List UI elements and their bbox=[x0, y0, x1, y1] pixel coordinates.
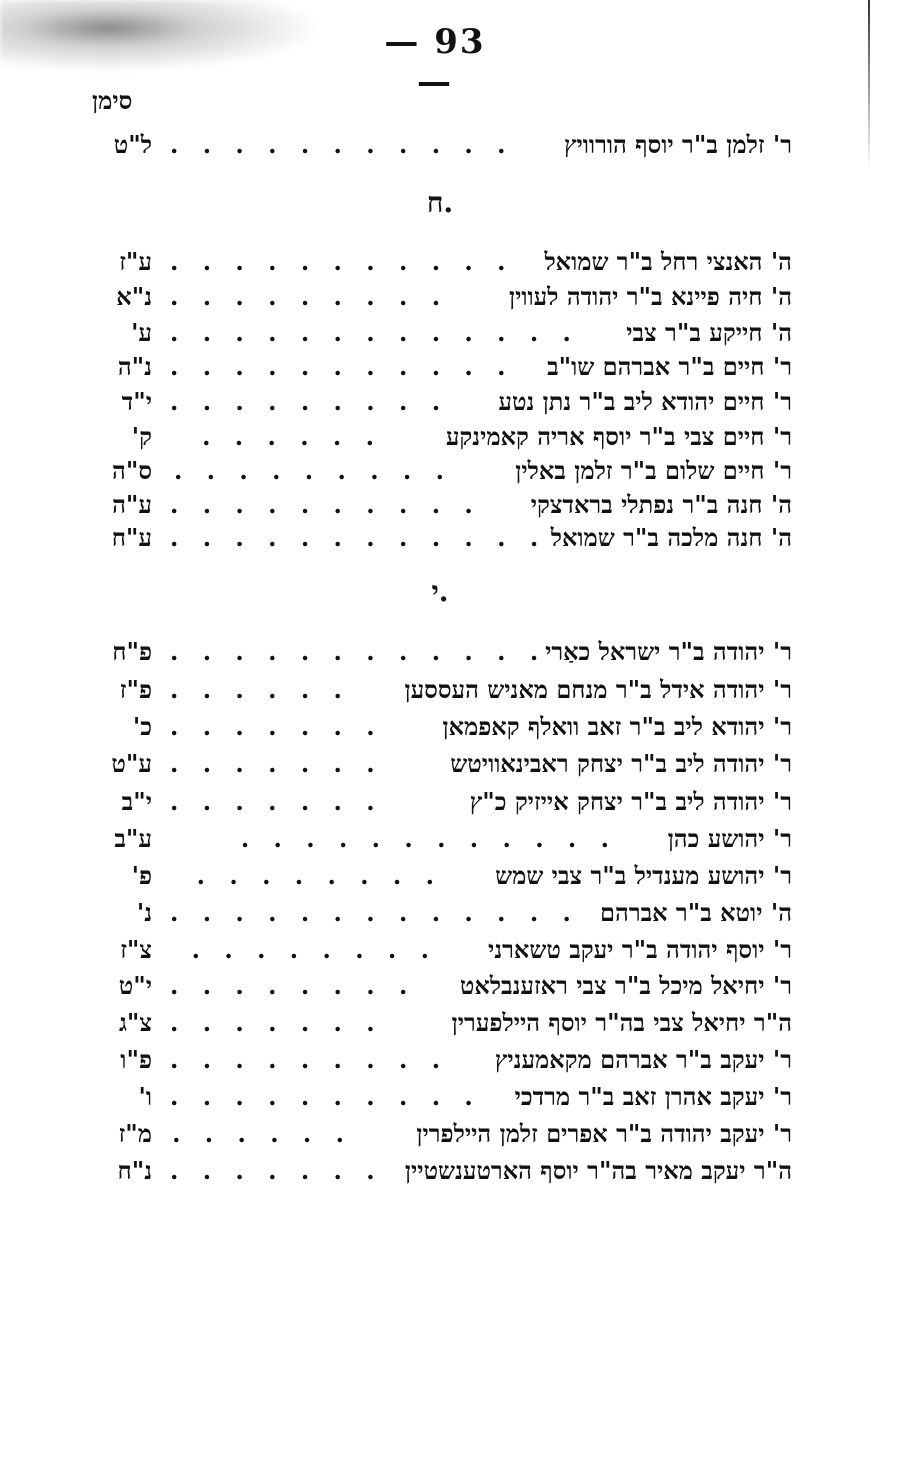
leader-dots: . . . . . . . . . bbox=[170, 282, 449, 311]
leader-dots: . . . . . . . . bbox=[196, 861, 442, 890]
entry-name: ה' חיה פיינא ב"ר יהודה לעווין bbox=[508, 282, 792, 311]
entry-siman-number: ע"ב bbox=[114, 824, 152, 853]
entry-row bbox=[80, 277, 792, 317]
entry-siman-number: מ"ז bbox=[118, 1119, 152, 1148]
entry-siman-number: ע"ח bbox=[111, 523, 152, 552]
entry-row bbox=[80, 1077, 792, 1117]
entry-siman-number: נ"ה bbox=[117, 352, 152, 381]
entry-row bbox=[80, 856, 792, 896]
leader-dots: . . . . . . . . . . . bbox=[170, 352, 514, 381]
leader-dots: . . . . . . . . . . . . bbox=[170, 637, 547, 666]
entry-siman-number: פ' bbox=[131, 861, 152, 890]
entry-name: ר' יוסף יהודה ב"ר יעקב טשארני bbox=[488, 935, 792, 964]
entry-row bbox=[80, 518, 792, 558]
leader-dots: . . . . . . . bbox=[170, 712, 383, 741]
leader-dots: . . . . . . . . . . . . . bbox=[170, 318, 579, 347]
entry-name: ר' יחיאל מיכל ב"ר צבי ראזענבלאט bbox=[459, 971, 792, 1000]
entry-siman-number: נ' bbox=[136, 898, 152, 927]
leader-dots: . . . . . . bbox=[172, 1119, 352, 1148]
entry-name: ר' יהודה ליב ב"ר יצחק אייזיק כ"ץ bbox=[469, 787, 792, 816]
entry-siman-number: ס"ה bbox=[112, 456, 152, 485]
leader-dots: . . . . . . . . bbox=[191, 935, 437, 964]
entry-row bbox=[80, 707, 792, 747]
entry-row bbox=[80, 1114, 792, 1154]
entry-siman-number: פ"ז bbox=[119, 675, 152, 704]
leader-dots: . . . . . . . . bbox=[170, 971, 416, 1000]
entry-name: ר' יעקב אהרן זאב ב"ר מרדכי bbox=[514, 1082, 792, 1111]
leader-dots: . . . . . . . . . . . . bbox=[240, 824, 617, 853]
section-letter-yod: י. bbox=[431, 575, 449, 608]
leader-dots: . . . . . . . . . . bbox=[170, 1082, 481, 1111]
entry-row bbox=[80, 782, 792, 822]
leader-dots: . . . . . . . bbox=[170, 749, 383, 778]
entry-name: ה' חנה מלכה ב"ר שמואל bbox=[550, 523, 792, 552]
leader-dots: . . . . . . . . . bbox=[170, 387, 449, 416]
leader-dots: . . . . . . . . . . . . . bbox=[170, 898, 579, 927]
leader-dots: . . . . . . bbox=[170, 675, 350, 704]
leader-dots: . . . . . . . . . bbox=[173, 456, 452, 485]
entry-name: ר' חיים צבי ב"ר יוסף אריה קאמינקע bbox=[445, 422, 792, 451]
leader-dots: . . . . . . . bbox=[170, 787, 383, 816]
leader-dots: . . . . . . . . . . . . bbox=[170, 523, 547, 552]
entry-row bbox=[80, 1003, 792, 1043]
entry-name: ר' יהודה אידל ב"ר מנחם מאניש העססען bbox=[404, 675, 792, 704]
entry-name: ר' יהודה ב"ר ישראל כאַרי bbox=[545, 637, 792, 666]
entry-siman-number: י"ט bbox=[118, 971, 152, 1000]
leader-dots: . . . . . . . . . . . bbox=[170, 130, 514, 159]
leader-dots: . . . . . . . . . . . bbox=[170, 247, 514, 276]
entry-row bbox=[80, 744, 792, 784]
entry-siman-number: ע"ה bbox=[112, 490, 152, 519]
entry-name: ר' יהודה ליב ב"ר יצחק ראבינאוויטש bbox=[450, 749, 792, 778]
entry-name: ר' יהודא ליב ב"ר זאב וואלף קאפמאן bbox=[442, 712, 792, 741]
entry-name: ה' חייקע ב"ר צבי bbox=[626, 318, 792, 347]
leader-dots: . . . . . . bbox=[202, 422, 382, 451]
entry-row bbox=[80, 347, 792, 387]
entry-siman-number: ק' bbox=[131, 422, 152, 451]
entry-siman-number: צ"ז bbox=[120, 935, 152, 964]
section-letter-het: ח. bbox=[426, 186, 454, 219]
entry-row bbox=[80, 1040, 792, 1080]
entry-name: ר' חיים שלום ב"ר זלמן באלין bbox=[515, 456, 792, 485]
entry-siman-number: י"ד bbox=[121, 387, 152, 416]
entry-name: ר' חיים יהודא ליב ב"ר נתן נטע bbox=[498, 387, 792, 416]
leader-dots: . . . . . . . . . bbox=[170, 1045, 449, 1074]
entry-siman-number: ע"ט bbox=[111, 749, 152, 778]
entry-name: ר' יהושע מענדיל ב"ר צבי שמש bbox=[495, 861, 792, 890]
page-edge-line bbox=[868, 0, 870, 170]
entry-siman-number: נ"ח bbox=[117, 1156, 152, 1185]
leader-dots: . . . . . . . bbox=[170, 1008, 383, 1037]
entry-row bbox=[80, 893, 792, 933]
scan-smudge bbox=[0, 0, 360, 80]
entry-siman-number: ל"ט bbox=[113, 130, 152, 159]
entry-name: ר' יעקב יהודה ב"ר אפרים זלמן היילפרין bbox=[416, 1119, 792, 1148]
entry-name: ר' יעקב ב"ר אברהם מקאמעניץ bbox=[494, 1045, 792, 1074]
entry-name: ה"ר יחיאל צבי בה"ר יוסף היילפערין bbox=[451, 1008, 792, 1037]
entry-siman-number: י"ב bbox=[121, 787, 152, 816]
entry-name: ר' זלמן ב"ר יוסף הורוויץ bbox=[563, 130, 792, 159]
leader-dots: . . . . . . . bbox=[170, 1156, 383, 1185]
entry-name: ה' יוטא ב"ר אברהם bbox=[600, 898, 792, 927]
entry-row bbox=[80, 930, 792, 970]
entry-name: ה"ר יעקב מאיר בה"ר יוסף הארטענשטיין bbox=[404, 1156, 792, 1185]
leader-dots: . . . . . . . . . . bbox=[170, 490, 481, 519]
entry-siman-number: פ"ו bbox=[120, 1045, 152, 1074]
entry-row bbox=[80, 819, 792, 859]
entry-row bbox=[80, 125, 792, 165]
entry-siman-number: ע' bbox=[131, 318, 152, 347]
entry-row bbox=[80, 242, 792, 282]
entry-siman-number: ע"ז bbox=[119, 247, 152, 276]
entry-row bbox=[80, 382, 792, 422]
entry-siman-number: צ"ג bbox=[119, 1008, 152, 1037]
entry-row bbox=[80, 1151, 792, 1191]
entry-name: ר' יהושע כהן bbox=[667, 824, 792, 853]
entry-name: ה' חנה ב"ר נפתלי בראדצקי bbox=[530, 490, 792, 519]
entry-name: ה' האנצי רחל ב"ר שמואל bbox=[544, 247, 792, 276]
entry-name: ר' חיים ב"ר אברהם שו"ב bbox=[547, 352, 792, 381]
column-header-siman: סימן bbox=[92, 86, 133, 115]
entry-siman-number: נ"א bbox=[116, 282, 152, 311]
entry-row bbox=[80, 670, 792, 710]
entry-row bbox=[80, 966, 792, 1006]
entry-siman-number: ו' bbox=[138, 1082, 152, 1111]
entry-row bbox=[80, 632, 792, 672]
page-number: — 93 — bbox=[384, 22, 486, 102]
entry-siman-number: כ' bbox=[132, 712, 152, 741]
entry-siman-number: פ"ח bbox=[112, 637, 152, 666]
